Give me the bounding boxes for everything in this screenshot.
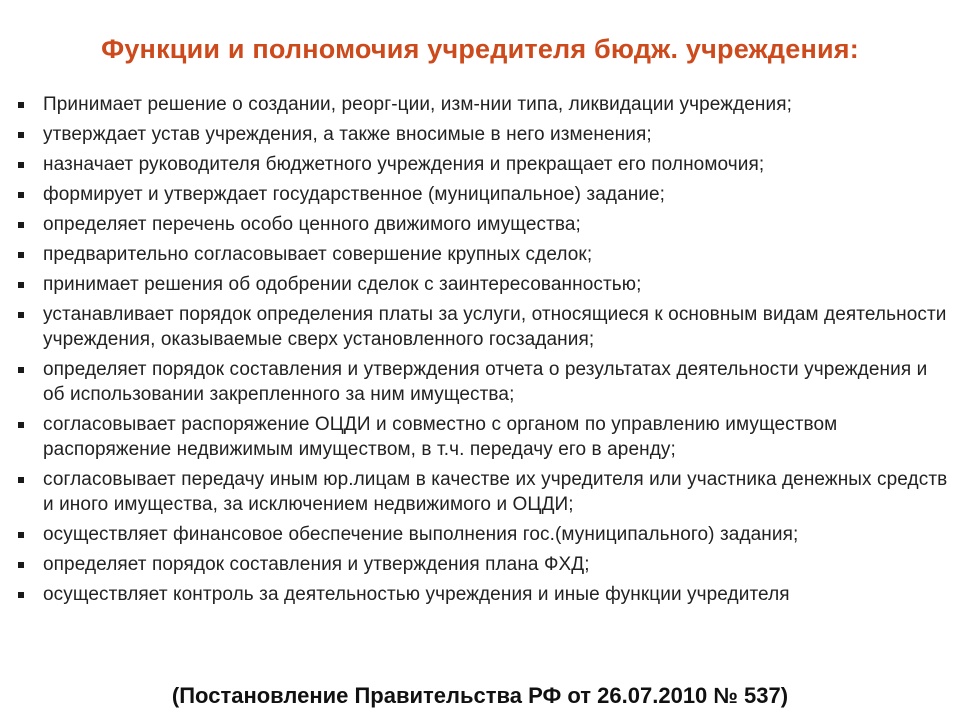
list-item — [18, 242, 948, 267]
bullet-icon — [18, 532, 24, 538]
list-item-text: осуществляет финансовое обеспечение выполнения гос.(муниципального) задания; — [43, 524, 799, 545]
bullet-icon — [18, 562, 24, 568]
bullet-icon — [18, 102, 24, 108]
list-item-text: определяет перечень особо ценного движимого имущества; — [43, 214, 581, 235]
bullet-icon — [18, 422, 24, 428]
bullet-icon — [18, 222, 24, 228]
bullet-icon — [18, 252, 24, 258]
list-item — [18, 412, 948, 462]
bullet-icon — [18, 282, 24, 288]
list-item — [18, 212, 948, 237]
list-item — [18, 552, 948, 577]
bullet-icon — [18, 132, 24, 138]
list-item-text: определяет порядок составления и утверждения отчета о результатах деятельности учреждения и об использовании закрепленного за ним имущества; — [43, 359, 928, 405]
list-item-text: устанавливает порядок определения платы за услуги, относящиеся к основным видам деятельности учреждения, оказываемые сверх установленного госзадания; — [43, 304, 947, 350]
list-item-text: согласовывает передачу иным юр.лицам в качестве их учредителя или участника денежных средств и иного имущества, за исключением недвижимого и ОЦДИ; — [43, 469, 948, 515]
list-item — [18, 122, 948, 147]
list-item — [18, 152, 948, 177]
list-item — [18, 522, 948, 547]
list-item-text: Принимает решение о создании, реорг-ции, изм-нии типа, ликвидации учреждения; — [43, 94, 792, 115]
legal-reference: (Постановление Правительства РФ от 26.07.2010 № 537) — [171, 683, 789, 708]
list-item-text: осуществляет контроль за деятельностью учреждения и иные функции учредителя — [43, 584, 790, 605]
list-item-text: формирует и утверждает государственное (муниципальное) задание; — [43, 184, 666, 205]
list-item — [18, 182, 948, 207]
list-item — [18, 92, 948, 117]
list-item-text: предварительно согласовывает совершение крупных сделок; — [43, 244, 593, 265]
list-item — [18, 582, 948, 607]
bullet-icon — [18, 592, 24, 598]
list-item-text: утверждает устав учреждения, а также вносимые в него изменения; — [43, 124, 652, 145]
bullet-icon — [18, 162, 24, 168]
list-item — [18, 467, 948, 517]
bullet-icon — [18, 192, 24, 198]
bullet-icon — [18, 477, 24, 483]
list-item — [18, 357, 948, 407]
functions-list — [18, 92, 948, 612]
list-item-text: согласовывает распоряжение ОЦДИ и совместно с органом по управлению имуществом распоряжение недвижимым имуществом, в т.ч. передачу его в аренду; — [43, 414, 838, 460]
list-item — [18, 272, 948, 297]
list-item-text: принимает решения об одобрении сделок с заинтересованностью; — [43, 274, 642, 295]
list-item-text: определяет порядок составления и утверждения плана ФХД; — [43, 554, 590, 575]
list-item-text: назначает руководителя бюджетного учреждения и прекращает его полномочия; — [43, 154, 765, 175]
bullet-icon — [18, 367, 24, 373]
slide-title: Функции и полномочия учредителя бюдж. учреждения: — [101, 34, 859, 64]
bullet-icon — [18, 312, 24, 318]
list-item — [18, 302, 948, 352]
